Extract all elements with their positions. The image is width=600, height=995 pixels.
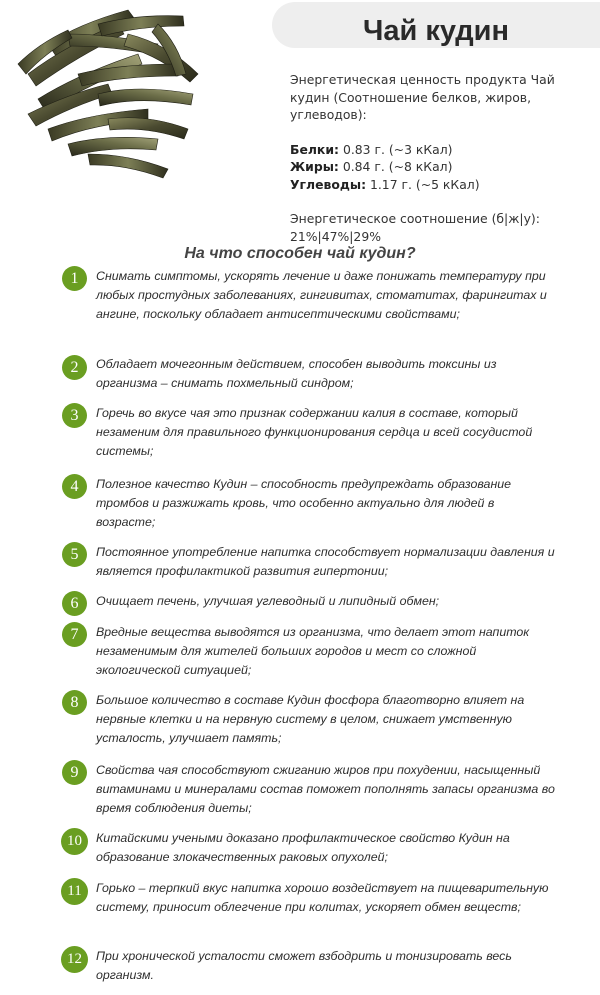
- benefit-text: Китайскими учеными доказано профилактическое свойство Кудин на образование злокачественных раковых опухолей;: [96, 831, 510, 864]
- number-badge: 2: [62, 355, 87, 380]
- benefit-text: Горечь во вкусе чая это признак содержании калия в составе, который незаменим для правильного функционирования сердца и всей сосудистой системы;: [96, 406, 533, 458]
- nutrient-label: Углеводы:: [290, 176, 367, 192]
- energy-ratio-label: Энергетическое соотношение (б|ж|у):: [290, 211, 540, 226]
- benefit-text: При хронической усталости сможет взбодрить и тонизировать весь организм.: [96, 949, 512, 982]
- number-badge: 8: [62, 690, 87, 715]
- nutrient-value: 0.83 г. (~3 кКал): [342, 141, 453, 157]
- number-badge: 12: [61, 946, 88, 973]
- benefits-title: На что способен чай кудин?: [184, 245, 416, 262]
- benefit-text: Большое количество в составе Кудин фосфора благотворно влияет на нервные клетки и на нервную систему в целом, снижает умственную усталость, улучшает память;: [96, 693, 525, 745]
- nutrient-label: Белки:: [290, 141, 339, 157]
- energy-value-block: [290, 71, 590, 245]
- benefit-text: Горько – терпкий вкус напитка хорошо воздействует на пищеварительную систему, приносит облегчение при колитах, ускоряет обмен веществ;: [96, 881, 549, 914]
- number-badge: 7: [62, 622, 87, 647]
- benefit-text: Снимать симптомы, ускорять лечение и даже понижать температуру при любых простудных заболеваниях, гингивитах, стоматитах, фарингитах и ангине, поскольку обладает антисептическими свойствами;: [96, 269, 547, 321]
- nutrient-value: 0.84 г. (~8 кКал): [342, 159, 453, 174]
- benefit-text: Обладает мочегонным действием, способен выводить токсины из организма – снимать похмельный синдром;: [96, 357, 497, 390]
- number-badge: 11: [61, 878, 88, 905]
- number-badge: 10: [61, 828, 88, 855]
- nutrient-label: Жиры:: [290, 159, 339, 174]
- energy-ratio-value: 21%|47%|29%: [290, 228, 381, 244]
- energy-intro: Энергетическая ценность продукта Чай кудин (Соотношение белков, жиров, углеводов):: [290, 72, 555, 122]
- benefit-text: Очищает печень, улучшая углеводный и липидный обмен;: [96, 594, 440, 608]
- nutrient-value: 1.17 г. (~5 кКал): [369, 176, 480, 192]
- benefit-text: Вредные вещества выводятся из организма, что делает этот напиток незаменимым для жителей больших городов и мест со сложной экологической ситуацией;: [96, 625, 530, 677]
- tea-leaves-image: [8, 4, 213, 184]
- number-badge: 1: [62, 266, 87, 291]
- number-badge: 9: [62, 760, 87, 785]
- number-badge: 5: [62, 542, 87, 567]
- number-badge: 6: [62, 591, 87, 616]
- number-badge: 3: [62, 403, 87, 428]
- nutrient-protein: [290, 141, 590, 159]
- benefit-text: Свойства чая способствуют сжиганию жиров при похудении, насыщенный витаминами и минералами состав поможет пополнять запасы организма во время соблюдения диеты;: [96, 763, 555, 815]
- nutrient-fat: [290, 158, 590, 176]
- benefit-text: Постоянное употребление напитка способствует нормализации давления и является профилактикой развития гипертонии;: [96, 545, 555, 578]
- number-badge: 4: [62, 474, 87, 499]
- benefit-text: Полезное качество Кудин – способность предупреждать образование тромбов и разжижать кровь, что особенно актуально для людей в возрасте;: [96, 477, 512, 529]
- page-title: Чай кудин: [362, 15, 510, 47]
- nutrient-carbs: [290, 176, 590, 194]
